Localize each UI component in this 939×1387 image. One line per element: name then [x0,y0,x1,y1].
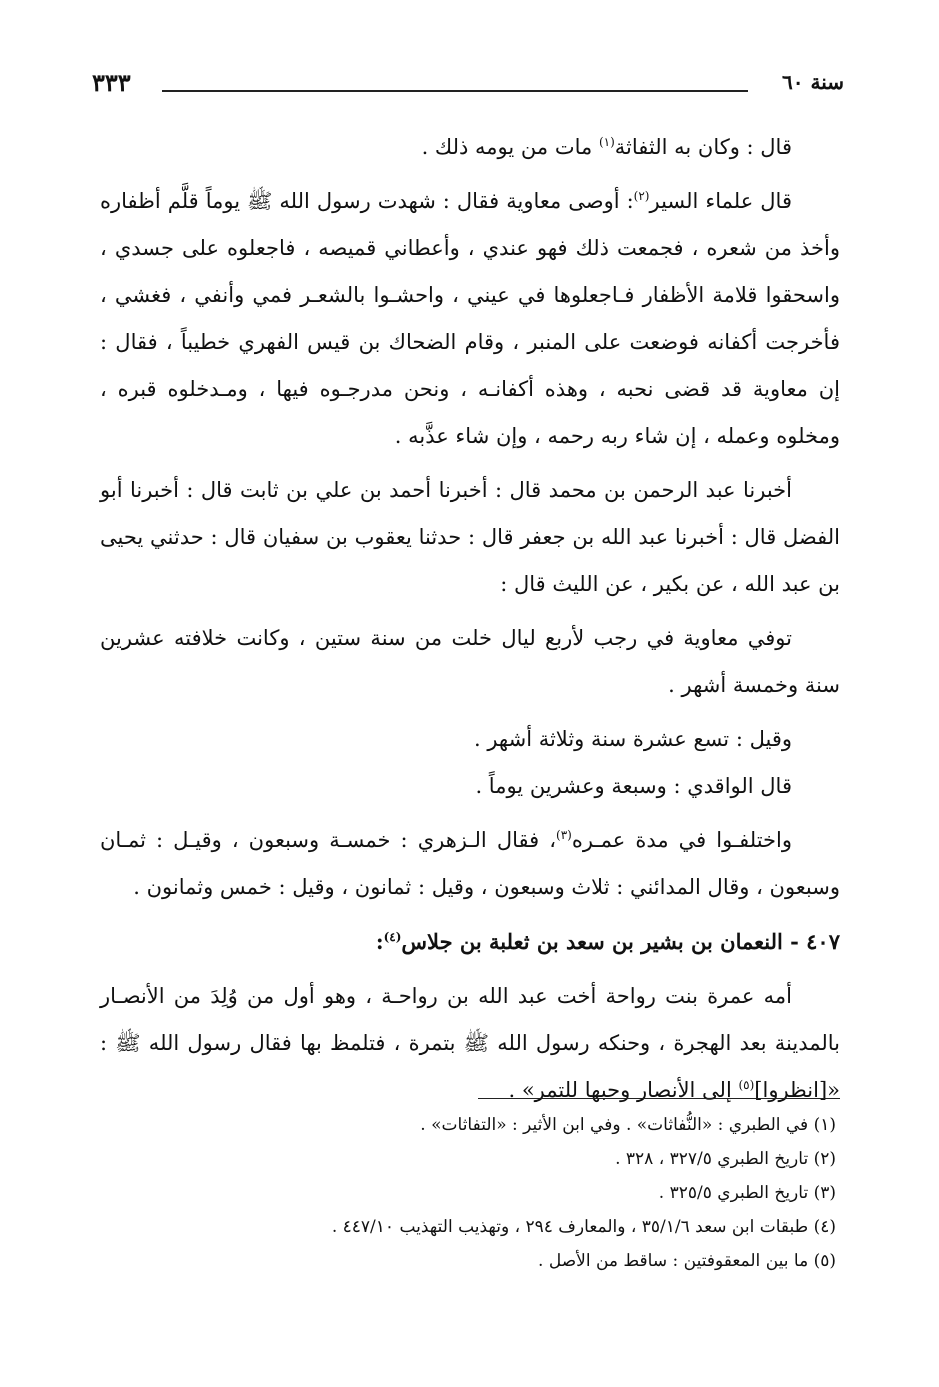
text-run: مات من يومه ذلك . [421,135,599,159]
entry-heading [100,918,840,965]
footnote: (٥) ما بين المعقوفتين : ساقط من الأصل . [538,1251,836,1271]
main-text [100,124,840,1121]
footnote: (٢) تاريخ الطبري ٣٢٧/٥ ، ٣٢٨ . [615,1149,836,1169]
footnote-ref: (٥) [738,1078,755,1092]
footnote-ref: (٤) [383,930,402,944]
text-run: : [375,929,384,954]
header-rule [162,90,748,92]
page-number: ٣٣٣ [92,68,131,97]
paragraph [100,973,840,1114]
footnote: (٤) طبقات ابن سعد ٣٥/١/٦ ، والمعارف ٢٩٤ ، وتهذيب التهذيب ٤٤٧/١٠ . [331,1217,836,1237]
paragraph: وقيل : تسع عشرة سنة وثلاثة أشهر . [473,727,792,751]
footnote: (١) في الطبري : «النُّفاثات» . وفي ابن الأثير : «التفاثات» . [420,1115,836,1135]
text-run: أمه عمرة بنت رواحة أخت عبد الله بن رواحـة ، وهو أول من وُلِدَ من الأنصـار بالمدينة بعد الهجرة ، وحنكه رسول الله ﷺ بتمرة ، فتلمظ بها فقال رسول الله ﷺ : «[انظروا] [100,984,840,1102]
paragraph: توفي معاوية في رجب لأربع ليال خلت من سنة ستين ، وكانت خلافته عشرين سنة وخمسة أشهر . [100,626,840,697]
paragraph [100,178,840,460]
footnote-ref: (٢) [633,189,650,203]
text-run: واختلفـوا في مدة عمـره [571,828,792,852]
running-head: سنة ٦٠ [782,70,844,94]
footnote: (٣) تاريخ الطبري ٣٢٥/٥ . [658,1183,836,1203]
paragraph [100,124,840,171]
text-run: قال : وكان به الثفاثة [614,135,792,159]
text-run: ، فقال الـزهري : خمسـة وسبعون ، وقيـل : ثمـان وسبعون ، وقال المدائني : ثلاث وسبعون ، وقيل : ثمانون ، وقيل : خمس وثمانون . [100,828,840,899]
footnotes [200,1108,836,1278]
text-run: قال علماء السير [649,189,792,213]
text-run: إلى الأنصار وحبها للتمر» . [508,1078,739,1102]
paragraph: قال الواقدي : وسبعة وعشرين يوماً . [475,774,792,798]
footnote-ref: (١) [598,135,615,149]
page-header [92,58,844,98]
footnote-rule [478,1098,840,1099]
entry-title: ٤٠٧ - النعمان بن بشير بن سعد بن ثعلبة بن جلاس [401,929,840,954]
paragraph: أخبرنا عبد الرحمن بن محمد قال : أخبرنا أحمد بن علي بن ثابت قال : أخبرنا أبو الفضل قال : أخبرنا عبد الله بن جعفر قال : حدثنا يعقوب بن سفيان قال : حدثني يحيى بن عبد الله ، عن بكير ، عن الليث قال : [100,478,840,596]
text-run: : أوصى معاوية فقال : شهدت رسول الله ﷺ يوماً قلَّم أظفاره وأخذ من شعره ، فجمعت ذلك فهو عندي ، وأعطاني قميصه ، فاجعلوه على جسدي ، واسحقوا قلامة الأظفار فـاجعلوها في عيني ، واحشـوا بالشعـر فمي وأنفي ، فغشي ، فأخرجت أكفانه فوضعت على المنبر ، وقام الضحاك بن قيس الفهري خطيباً ، فقال : إن معاوية قد قضى نحبه ، وهذه أكفانـه ، ونحن مدرجـوه فيها ، ومـدخلوه قبره ، ومخلوه وعمله ، إن شاء ربه رحمه ، وإن شاء عذَّبه . [100,189,840,448]
footnote-ref: (٣) [556,828,572,842]
paragraph [100,817,840,911]
